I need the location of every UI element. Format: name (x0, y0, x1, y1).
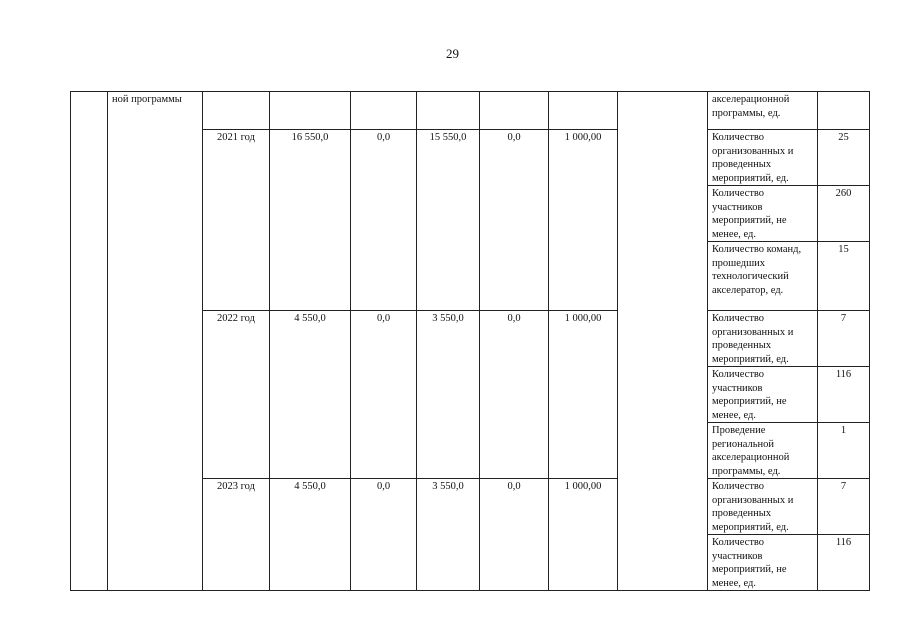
indicator-name-cell: Количество организованных и проведенных мероприятий, ед. (708, 311, 818, 367)
indicator-name-cell: акселерационной программы, ед. (708, 92, 818, 130)
indicator-name-cell: Количество команд, прошедших технологический акселератор, ед. (708, 242, 818, 311)
indicator-name-cell: Количество участников мероприятий, не менее, ед. (708, 186, 818, 242)
funding-cell: 1 000,00 (549, 479, 618, 591)
funding-cell: 0,0 (480, 130, 549, 311)
funding-cell (351, 92, 417, 130)
total-cell (270, 92, 351, 130)
program-name-cell: ной программы (108, 92, 203, 591)
indicator-value-cell (818, 92, 870, 130)
year-cell: 2022 год (203, 311, 270, 479)
funding-cell: 0,0 (351, 130, 417, 311)
indicator-name-cell: Количество участников мероприятий, не менее, ед. (708, 367, 818, 423)
indicator-name-cell: Количество участников мероприятий, не менее, ед. (708, 535, 818, 591)
funding-cell: 0,0 (480, 311, 549, 479)
funding-cell: 1 000,00 (549, 311, 618, 479)
year-cell (203, 92, 270, 130)
total-cell: 4 550,0 (270, 479, 351, 591)
total-cell: 4 550,0 (270, 311, 351, 479)
table-row (71, 92, 870, 130)
indicator-value-cell: 15 (818, 242, 870, 311)
indicator-value-cell: 260 (818, 186, 870, 242)
funding-cell: 0,0 (351, 311, 417, 479)
funding-cell: 1 000,00 (549, 130, 618, 311)
year-cell: 2021 год (203, 130, 270, 311)
indicator-name-cell: Количество организованных и проведенных мероприятий, ед. (708, 479, 818, 535)
funding-cell: 0,0 (351, 479, 417, 591)
executor-cell (618, 92, 708, 591)
funding-cell (549, 92, 618, 130)
program-table (70, 91, 870, 591)
indicator-name-cell: Проведение региональной акселерационной программы, ед. (708, 423, 818, 479)
indicator-value-cell: 7 (818, 311, 870, 367)
funding-cell: 3 550,0 (417, 479, 480, 591)
indicator-value-cell: 116 (818, 367, 870, 423)
funding-cell: 15 550,0 (417, 130, 480, 311)
indicator-value-cell: 1 (818, 423, 870, 479)
year-cell: 2023 год (203, 479, 270, 591)
indicator-value-cell: 7 (818, 479, 870, 535)
indicator-value-cell: 116 (818, 535, 870, 591)
number-cell (71, 92, 108, 591)
funding-cell: 3 550,0 (417, 311, 480, 479)
total-cell: 16 550,0 (270, 130, 351, 311)
funding-cell (480, 92, 549, 130)
page-number: 29 (446, 46, 459, 61)
funding-cell: 0,0 (480, 479, 549, 591)
funding-cell (417, 92, 480, 130)
indicator-value-cell: 25 (818, 130, 870, 186)
indicator-name-cell: Количество организованных и проведенных мероприятий, ед. (708, 130, 818, 186)
